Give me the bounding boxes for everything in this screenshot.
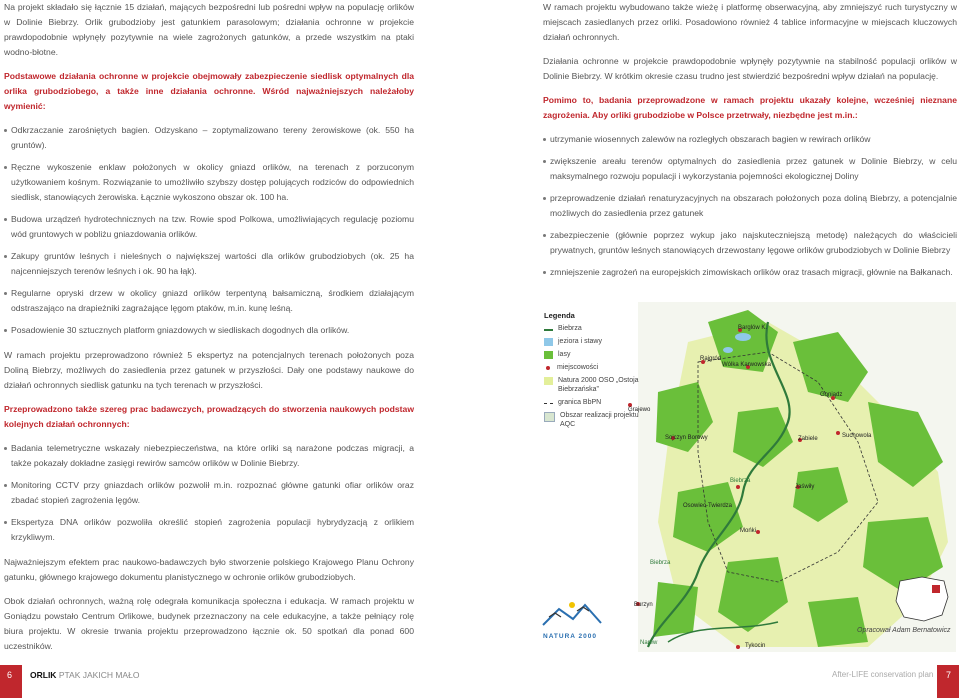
map-label: Rajgród <box>700 356 722 362</box>
section-heading-actions: Podstawowe działania ochronne w projekcie obejmowały zabezpieczenie siedlisk optymalnych dla orlika grubodziobego, a także inne działania ochronne. Wśród najważniejszych należałoby wymienić: <box>4 71 414 111</box>
list-item: zwiększenie areału terenów optymalnych do zasiedlenia przez gatunek w Dolinie Biebrzy, w celu maksymalnego rozwoju populacji i wykorzystania pojemności ekologicznej Doliny <box>543 154 957 184</box>
river-label: Biebrza <box>650 560 671 566</box>
legend-item: granica BbPN <box>544 398 644 407</box>
map-credit: Opracował Adam Bernatowicz <box>857 627 951 634</box>
map-label: Osowiec-Twierdza <box>683 503 733 509</box>
poland-inset-map <box>892 575 952 623</box>
list-item: Zakupy gruntów leśnych i nieleśnych o największej wartości dla orlików grubodziobych (ok. 25 ha najcenniejszych terenów leśnych i ok. 90 ha łąk). <box>4 249 414 279</box>
border-swatch <box>544 403 553 404</box>
list-item: Odkrzaczanie zarośniętych bagien. Odzyskano – zoptymalizowano tereny żerowiskowe (ok. 550 ha gruntów). <box>4 123 414 153</box>
brand-tagline: PTAK JAKICH MAŁO <box>58 670 140 680</box>
section-heading-needs: Pomimo to, badania przeprowadzone w ramach projektu ukazały kolejne, wcześniej nieznane zagrożenia. Aby orliki grubodziobe w Polsce przetrwały, niezbędne jest m.in.: <box>543 95 957 120</box>
map-label: Wólka Karwowska <box>722 362 772 368</box>
map-label: Jaświły <box>795 484 815 490</box>
list-item: Monitoring CCTV przy gniazdach orlików pozwolił m.in. rozpoznać główne gatunki ofiar orlików oraz zbadać stopień zagrożenia lęgów. <box>4 478 414 508</box>
tower-paragraph: W ramach projektu wybudowano także wieżę i platformę obserwacyjną, aby zmniejszyć ruch turystyczny w miejscach zasiedlanych przez orliki. Posadowiono również 4 tablice informacyjne w miejscach kluczowych działań ochronnych. <box>543 2 957 42</box>
map-label: Grajewo <box>628 407 651 413</box>
expertise-paragraph: W ramach projektu przeprowadzono również 5 ekspertyz na potencjalnych terenach położonych poza Doliną Biebrzy, możliwych do zasiedlenia przez gatunek w przyszłości. Dały one podstawy naukowe do działań ochronnych siedlisk gatunku na tych terenach w przyszłości. <box>4 350 414 390</box>
section-heading-research: Przeprowadzono także szereg prac badawczych, prowadzących do stworzenia naukowych podstaw kolejnych działań ochronnych: <box>4 404 414 429</box>
natura-2000-label: NATURA 2000 <box>543 633 597 640</box>
brand-name: ORLIK <box>30 670 57 680</box>
map-label: Mońki <box>740 528 757 534</box>
legend-item: Biebrza <box>544 324 644 333</box>
forest-swatch <box>544 351 553 359</box>
needs-list <box>543 132 957 280</box>
map-label: Barglów K. <box>738 325 768 331</box>
list-item: Ekspertyza DNA orlików pozwoliła określić stopień zagrożenia populacji hybrydyzacją z orlikiem krzykliwym. <box>4 515 414 545</box>
page-number-right: 7 <box>946 670 952 680</box>
list-item: utrzymanie wiosennych zalewów na rozległych obszarach bagien w rewirach orlików <box>543 132 957 147</box>
legend-item: Obszar realizacji projektu AQC <box>544 411 644 429</box>
education-paragraph: Obok działań ochronnych, ważną rolę odegrała komunikacja społeczna i edukacja. W ramach projektu w Goniądzu powstało Centrum Orlikowe, budynek przeznaczony na cele edukacyjne, a także pełniący rolę biura projektu. W okresie trwania projektu przeprowadzono łącznie ok. 50 spotkań dla ponad 600 uczestników. <box>4 596 414 651</box>
map-legend <box>544 311 644 433</box>
map-label: Sojczyn Borowy <box>665 435 708 441</box>
legend-item: jeziora i stawy <box>544 337 644 346</box>
map-label: Tykocin <box>745 643 766 649</box>
list-item: Ręczne wykoszenie enklaw położonych w okolicy gniazd orlików, na terenach z porzuconym użytkowaniem kośnym. Rozwiązanie to umożliwiło szybszy dostęp polujących rodziców do odpowiednich siedlisk, stanowiących żerowiska. Łącznie wykoszono obszar ok. 100 ha. <box>4 160 414 205</box>
right-column <box>543 0 957 290</box>
river-swatch <box>544 329 553 331</box>
left-column <box>4 0 414 663</box>
map-label: Burzyn <box>634 602 653 608</box>
river-label: Narew <box>640 640 658 646</box>
list-item: Badania telemetryczne wskazały niebezpieczeństwa, na które orliki są narażone podczas migracji, a także pokazały dokładne zasięgi rewirów samców orlików w Dolinie Biebrzy. <box>4 441 414 471</box>
legend-title: Legenda <box>544 311 575 320</box>
map-label: Suchowola <box>842 433 872 439</box>
river-label: Biebrza <box>730 478 751 484</box>
natura-swatch <box>544 377 553 385</box>
page-number-left: 6 <box>7 670 13 680</box>
legend-item: Natura 2000 OSO „Ostoja Biebrzańska” <box>544 376 644 394</box>
project-area-swatch <box>544 412 555 422</box>
map-label: Goniądz <box>820 392 843 398</box>
footer-plan-title: After-LIFE conservation plan <box>832 670 934 679</box>
list-item: Regularne opryski drzew w okolicy gniazd orlików terpentyną bałsamiczną, środkiem działającym odstraszająco na drapieżniki zagrażające lęgom ptaków, m.in. kunę leśną. <box>4 286 414 316</box>
intro-paragraph: Na projekt składało się łącznie 15 działań, mających bezpośredni lub pośredni wpływ na populację orlików w Dolinie Biebrzy. Orlik grubodzioby jest gatunkiem parasolowym; działania ochronne w projekcie prawdopodobnie wpłynęły pozytywnie na wiele zagrożonych gatunków, a przede wszystkim na ptaki wodno-błotne. <box>4 2 414 57</box>
list-item: Budowa urządzeń hydrotechnicznych na tzw. Rowie spod Polkowa, umożliwiających regulację poziomu wód gruntowych w pobliżu gniazdowania orlików. <box>4 212 414 242</box>
lake-swatch <box>544 338 553 346</box>
list-item: zabezpieczenie (głównie poprzez wykup jako najskuteczniejszą metodę) należących do właścicieli prywatnych, gruntów leśnych stanowiących drzewostany lęgowe orlików grubodziobych w Dolinie Biebrzy <box>543 228 957 258</box>
town-swatch <box>546 366 550 370</box>
footer-brand <box>30 670 139 680</box>
legend-item: lasy <box>544 350 644 359</box>
research-list <box>4 441 414 545</box>
map-label: Zabiele <box>798 436 818 442</box>
legend-item: miejscowości <box>544 363 644 372</box>
list-item: przeprowadzenie działań renaturyzacyjnych na obszarach położonych poza doliną Biebrzy, a potencjalnie możliwych do zasiedlenia przez gatunek <box>543 191 957 221</box>
plan-paragraph: Najważniejszym efektem prac naukowo-badawczych było stworzenie polskiego Krajowego Planu Ochrony gatunku, głównego krajowego dokumentu planistycznego w ochronie orlików grubodziobych. <box>4 557 414 582</box>
actions-list <box>4 123 414 338</box>
stability-paragraph: Działania ochronne w projekcie prawdopodobnie wpłynęły pozytywnie na stabilność populacji orlików w Dolinie Biebrzy. W krótkim okresie czasu trudno jest stwierdzić bezpośredni wpływ działań na populację. <box>543 56 957 81</box>
list-item: Posadowienie 30 sztucznych platform gniazdowych w siedliskach dogodnych dla orlików. <box>4 323 414 338</box>
list-item: zmniejszenie zagrożeń na europejskich zimowiskach orlików oraz trasach migracji, głównie na Bałkanach. <box>543 265 957 280</box>
